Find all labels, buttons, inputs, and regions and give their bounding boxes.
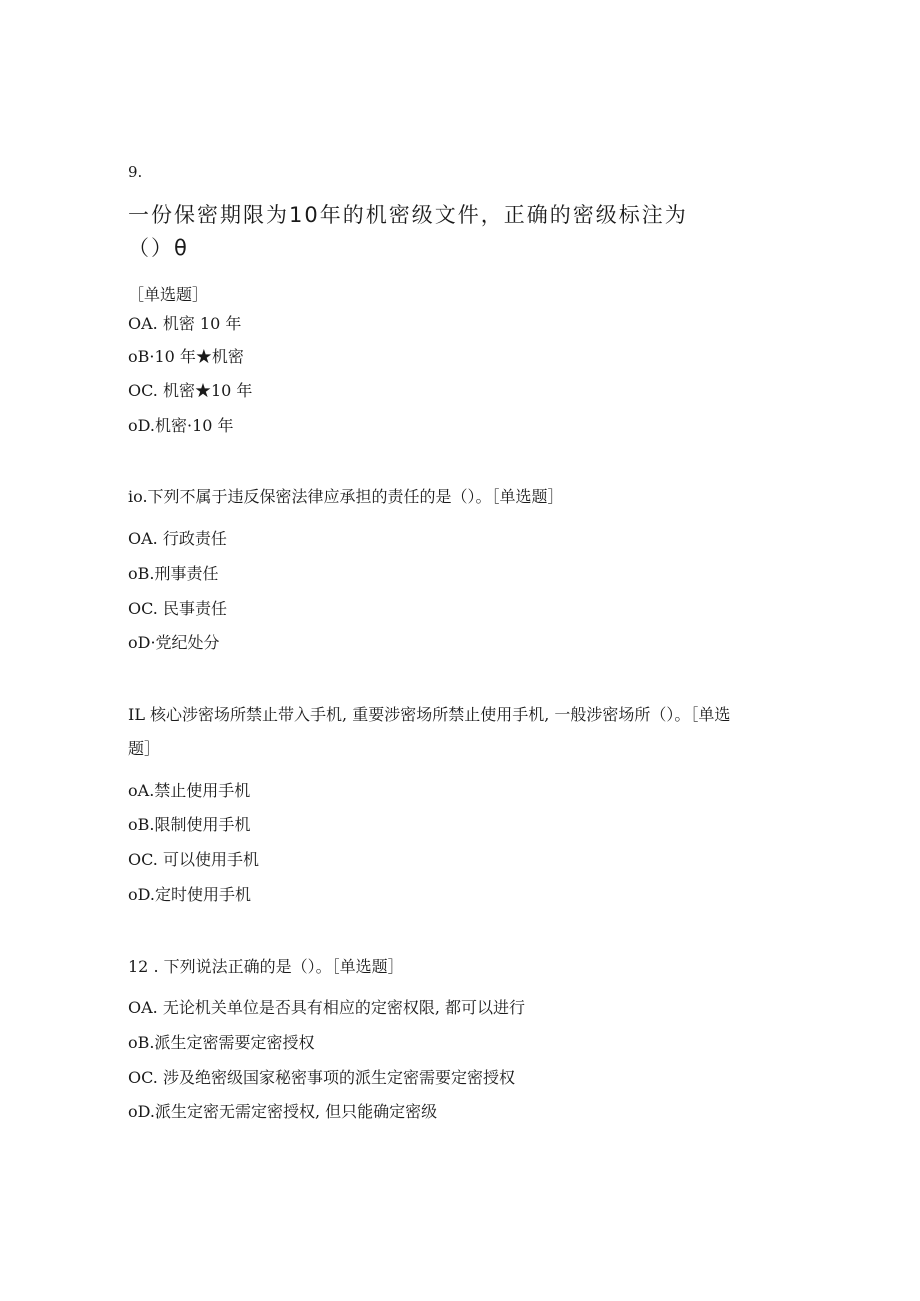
answer-option[interactable]: OC. 可以使用手机: [128, 850, 259, 869]
question-title: 12 . 下列说法正确的是（）。［单选题］: [128, 957, 404, 976]
answer-option[interactable]: oD.定时使用手机: [128, 885, 251, 904]
question-type-tag: ［单选题］: [128, 285, 209, 304]
answer-option[interactable]: oB·10 年★机密: [128, 347, 244, 366]
answer-option[interactable]: OA. 无论机关单位是否具有相应的定密权限, 都可以进行: [128, 998, 526, 1017]
answer-option[interactable]: OC. 民事责任: [128, 599, 227, 618]
answer-option[interactable]: oB.限制使用手机: [128, 815, 251, 834]
question-title: 题］: [128, 739, 161, 758]
question-title: 一份保密期限为10年的机密级文件，正确的密级标注为: [128, 203, 688, 227]
answer-option[interactable]: OA. 机密 10 年: [128, 314, 242, 333]
answer-option[interactable]: oA.禁止使用手机: [128, 781, 251, 800]
answer-option[interactable]: oB.派生定密需要定密授权: [128, 1033, 315, 1052]
question-number: 9.: [128, 163, 143, 181]
answer-option[interactable]: OC. 机密★10 年: [128, 381, 253, 400]
question-title: （）θ: [128, 236, 189, 260]
answer-option[interactable]: OA. 行政责任: [128, 529, 227, 548]
answer-option[interactable]: oD.机密·10 年: [128, 416, 234, 435]
answer-option[interactable]: OC. 涉及绝密级国家秘密事项的派生定密需要定密授权: [128, 1068, 515, 1087]
answer-option[interactable]: oD·党纪处分: [128, 633, 220, 652]
question-title: IL 核心涉密场所禁止带入手机, 重要涉密场所禁止使用手机, 一般涉密场所（）。［单选: [128, 705, 731, 724]
answer-option[interactable]: oB.刑事责任: [128, 564, 219, 583]
question-title: io.下列不属于违反保密法律应承担的责任的是（）。［单选题］: [128, 487, 564, 506]
answer-option[interactable]: oD.派生定密无需定密授权, 但只能确定密级: [128, 1102, 438, 1121]
